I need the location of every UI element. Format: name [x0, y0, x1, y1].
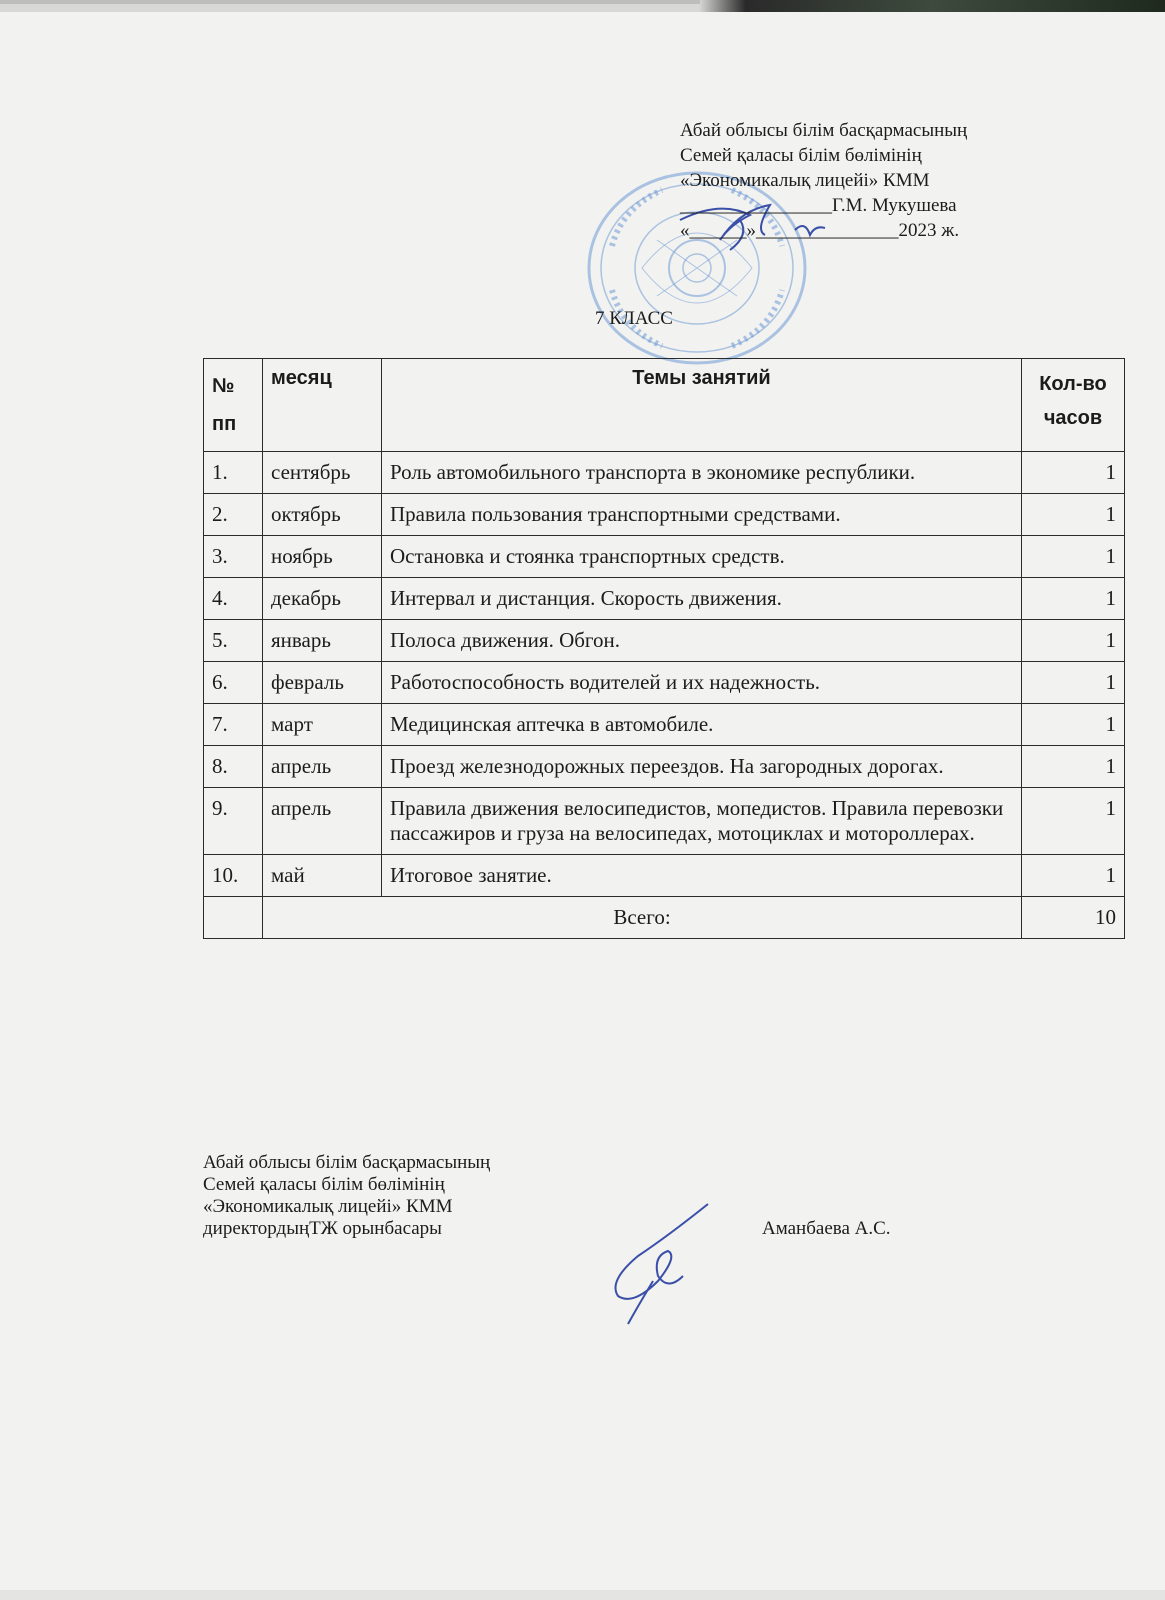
table-row — [204, 494, 1125, 536]
table-header-row — [204, 359, 1125, 452]
header-number-line1: № — [212, 375, 235, 397]
scan-top-edge-light — [0, 0, 700, 4]
row-number: 5. — [204, 620, 263, 662]
row-month: январь — [263, 620, 382, 662]
row-month: апрель — [263, 788, 382, 855]
footer-line-1: Абай облысы білім басқармасының — [203, 1152, 491, 1173]
table-row — [204, 746, 1125, 788]
table-row — [204, 578, 1125, 620]
row-hours: 1 — [1022, 578, 1125, 620]
table-row — [204, 536, 1125, 578]
row-hours: 1 — [1022, 536, 1125, 578]
lesson-plan-table — [203, 358, 1125, 939]
row-month: сентябрь — [263, 452, 382, 494]
row-month: ноябрь — [263, 536, 382, 578]
row-number: 2. — [204, 494, 263, 536]
footer-line-4: директордыңТЖ орынбасары — [203, 1218, 442, 1239]
table-row — [204, 620, 1125, 662]
table-row — [204, 452, 1125, 494]
table-row — [204, 704, 1125, 746]
approval-line-1: Абай облысы білім басқармасының — [680, 120, 968, 141]
header-number-line2: пп — [212, 413, 237, 435]
row-hours: 1 — [1022, 620, 1125, 662]
table-row — [204, 855, 1125, 897]
row-hours: 1 — [1022, 855, 1125, 897]
class-title: 7 КЛАСС — [595, 308, 673, 329]
header-hours — [1022, 359, 1125, 452]
approval-line-2: Семей қаласы білім бөлімінің — [680, 145, 922, 166]
table-row — [204, 788, 1125, 855]
row-topic: Медицинская аптечка в автомобиле. — [382, 704, 1022, 746]
footer-block — [203, 1152, 490, 1240]
row-topic: Правила пользования транспортными средствами. — [382, 494, 1022, 536]
table-body — [204, 452, 1125, 897]
row-number: 3. — [204, 536, 263, 578]
row-month: март — [263, 704, 382, 746]
scan-bottom-edge — [0, 1590, 1165, 1600]
row-month: май — [263, 855, 382, 897]
row-hours: 1 — [1022, 494, 1125, 536]
row-number: 4. — [204, 578, 263, 620]
row-topic: Работоспособность водителей и их надежность. — [382, 662, 1022, 704]
total-row — [204, 897, 1125, 939]
approval-block — [680, 118, 1140, 243]
row-hours: 1 — [1022, 788, 1125, 855]
row-topic: Остановка и стоянка транспортных средств. — [382, 536, 1022, 578]
row-month: февраль — [263, 662, 382, 704]
row-month: декабрь — [263, 578, 382, 620]
header-hours-line1: Кол-во — [1039, 373, 1107, 395]
footer-signer-name: Аманбаева А.С. — [762, 1218, 891, 1239]
row-number: 1. — [204, 452, 263, 494]
row-number: 10. — [204, 855, 263, 897]
row-hours: 1 — [1022, 746, 1125, 788]
row-topic: Итоговое занятие. — [382, 855, 1022, 897]
row-number: 6. — [204, 662, 263, 704]
approval-signature-line: ________________Г.М. Мукушева — [680, 195, 957, 216]
row-month: апрель — [263, 746, 382, 788]
approval-line-3: «Экономикалық лицейі» КММ — [680, 170, 930, 191]
row-number: 9. — [204, 788, 263, 855]
row-number: 7. — [204, 704, 263, 746]
table-row — [204, 662, 1125, 704]
footer-line-2: Семей қаласы білім бөлімінің — [203, 1174, 445, 1195]
header-topic: Темы занятий — [382, 359, 1022, 452]
total-label: Всего: — [263, 897, 1022, 939]
row-topic: Полоса движения. Обгон. — [382, 620, 1022, 662]
row-number: 8. — [204, 746, 263, 788]
row-topic: Интервал и дистанция. Скорость движения. — [382, 578, 1022, 620]
row-hours: 1 — [1022, 704, 1125, 746]
row-hours: 1 — [1022, 452, 1125, 494]
row-topic: Правила движения велосипедистов, мопедистов. Правила перевозки пассажиров и груза на велосипедах, мотоциклах и мотороллерах. — [382, 788, 1022, 855]
footer-signature — [598, 1196, 728, 1326]
row-topic: Проезд железнодорожных переездов. На загородных дорогах. — [382, 746, 1022, 788]
footer-line-3: «Экономикалық лицейі» КММ — [203, 1196, 453, 1217]
header-hours-line2: часов — [1043, 407, 1103, 429]
total-value: 10 — [1022, 897, 1125, 939]
row-month: октябрь — [263, 494, 382, 536]
row-topic: Роль автомобильного транспорта в экономике республики. — [382, 452, 1022, 494]
total-empty-cell — [204, 897, 263, 939]
row-hours: 1 — [1022, 662, 1125, 704]
header-number — [204, 359, 263, 452]
approval-date-line: «______»_______________2023 ж. — [680, 220, 960, 241]
header-month: месяц — [263, 359, 382, 452]
